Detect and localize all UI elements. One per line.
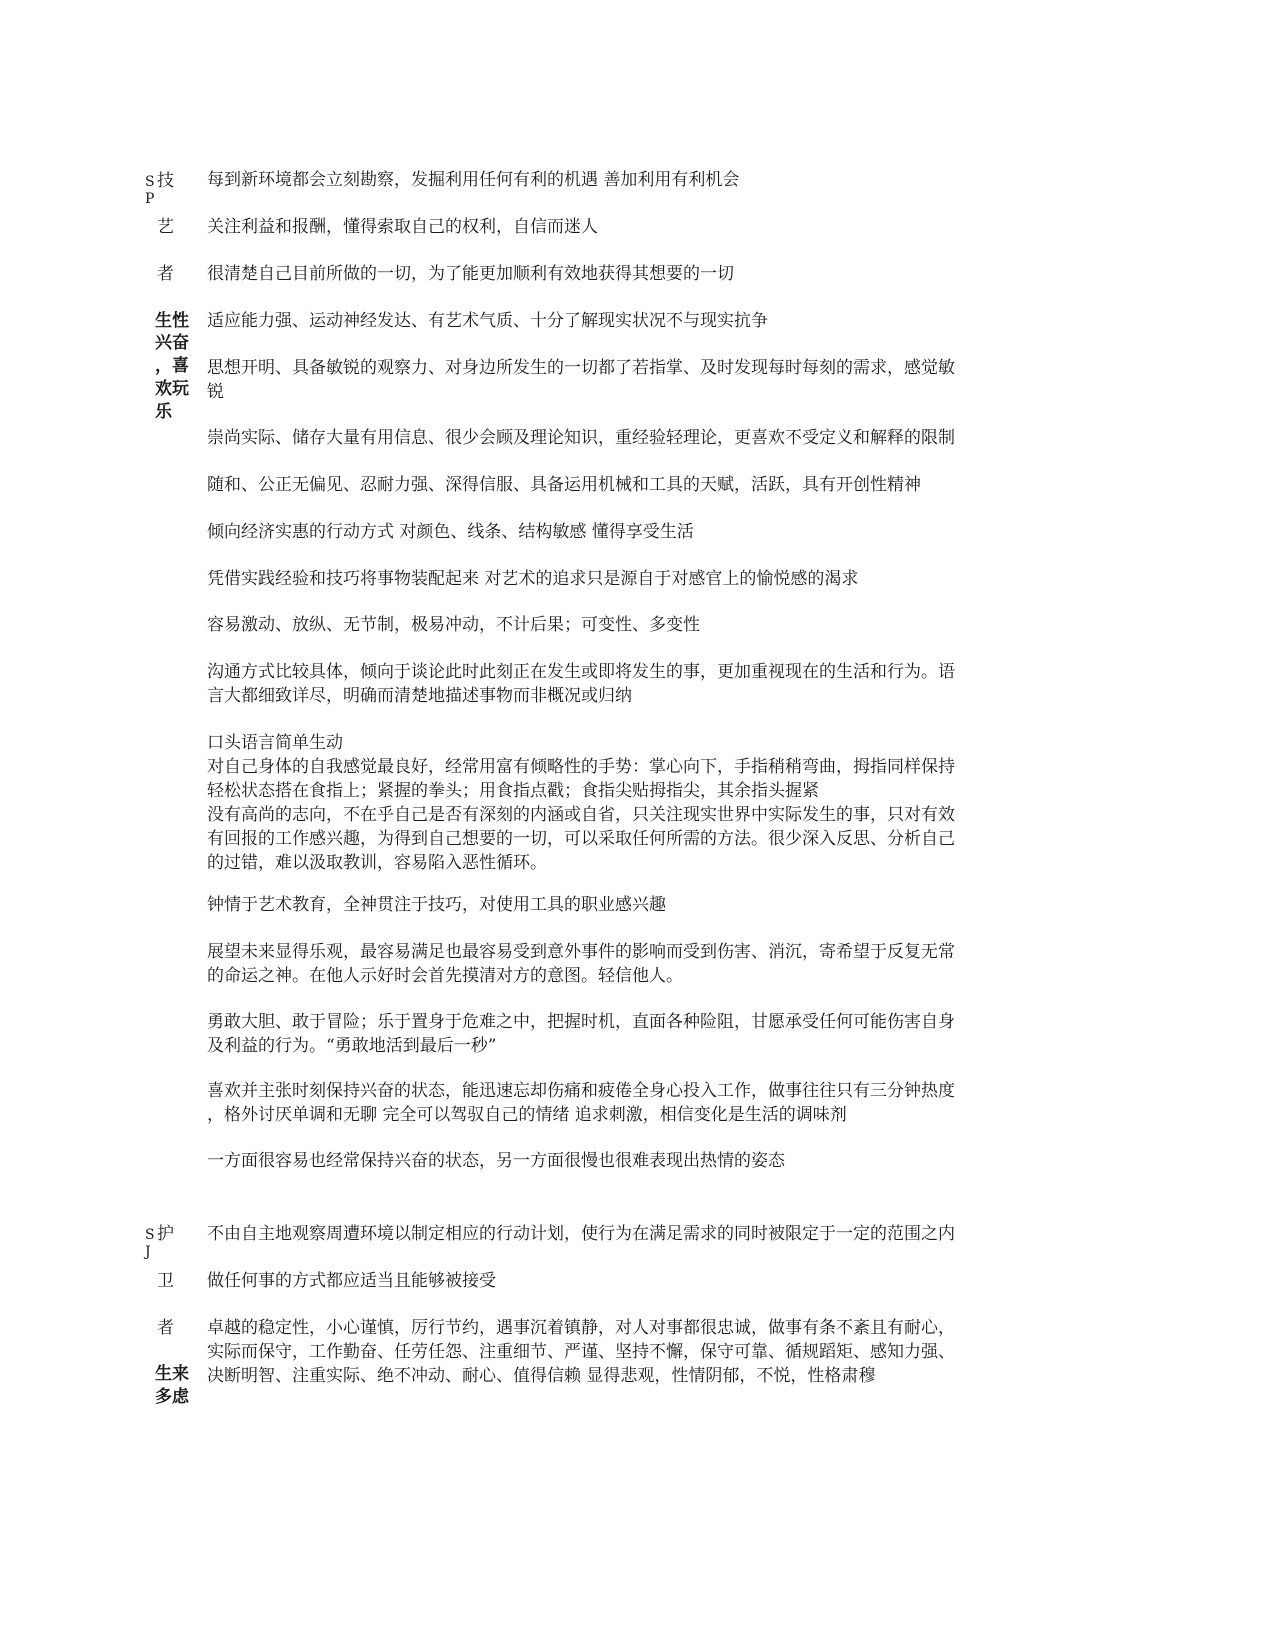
text-line: 轻松状态搭在食指上；紧握的拳头；用食指点戳；食指尖贴拇指尖，其余指头握紧 [207,781,819,801]
text-line: 凭借实践经验和技巧将事物装配起来 对艺术的追求只是源自于对感官上的愉悦感的渴求 [207,569,859,589]
text-line: 喜欢并主张时刻保持兴奋的状态，能迅速忘却伤痛和疲倦全身心投入工作，做事往往只有三分钟热度 [207,1081,955,1101]
text-line: 随和、公正无偏见、忍耐力强、深得信服、具备运用机械和工具的天赋，活跃，具有开创性精神 [207,475,921,495]
paragraph [207,168,739,192]
paragraph [207,356,955,404]
trait-line-3: ，喜 [155,356,189,376]
text-line: 言大都细致详尽，明确而清楚地描述事物而非概况或归纳 [207,686,632,706]
text-line: 展望未来显得乐观，最容易满足也最容易受到意外事件的影响而受到伤害、消沉，寄希望于反复无常 [207,942,955,962]
text-line: 的命运之神。在他人示好时会首先摸清对方的意图。轻信他人。 [207,966,683,986]
paragraph [207,1149,785,1173]
text-line: 对自己身体的自我感觉最良好，经常用富有倾略性的手势：掌心向下，手指稍稍弯曲，拇指同样保持 [207,757,955,777]
text-line: 做任何事的方式都应适当且能够被接受 [207,1271,496,1291]
text-line: 锐 [207,382,224,402]
paragraph [207,309,768,333]
trait-line-5: 乐 [155,402,172,422]
text-line: 勇敢大胆、敢于冒险；乐于置身于危难之中，把握时机，直面各种险阻，甘愿承受任何可能伤害自身 [207,1012,955,1032]
paragraph [207,1269,496,1293]
text-line: 实际而保守，工作勤奋、任劳任怨、注重细节、严谨、坚持不懈，保守可靠、循规蹈矩、感知力强、 [207,1342,955,1362]
type-code-letter-2: J [145,1244,151,1260]
type-name-char-3: 者 [157,264,174,284]
paragraph [207,520,694,544]
text-line: 关注利益和报酬，懂得索取自己的权利，自信而迷人 [207,217,598,237]
paragraph [207,731,955,875]
text-line: 容易激动、放纵、无节制，极易冲动，不计后果；可变性、多变性 [207,615,700,635]
text-line: 不由自主地观察周遭环境以制定相应的行动计划，使行为在满足需求的同时被限定于一定的范围之内 [207,1224,955,1244]
text-line: 决断明智、注重实际、绝不冲动、耐心、值得信赖 显得悲观，性情阴郁，不悦，性格肃穆 [207,1366,876,1386]
paragraph [207,1010,955,1058]
text-line: 钟情于艺术教育，全神贯注于技巧，对使用工具的职业感兴趣 [207,895,666,915]
paragraph [207,567,858,591]
paragraph [207,940,955,988]
trait-line-1: 生来 [155,1364,189,1384]
trait-line-1: 生性 [155,311,189,331]
paragraph [207,1316,955,1388]
type-name-char-2: 艺 [157,217,174,237]
type-name-char-2: 卫 [157,1271,174,1291]
paragraph [207,426,955,450]
text-line: 沟通方式比较具体，倾向于谈论此时此刻正在发生或即将发生的事，更加重视现在的生活和行为。语 [207,662,955,682]
type-name-char-1: 护 [157,1224,174,1244]
type-code-letter-2: P [145,191,155,207]
paragraph [207,893,666,917]
paragraph [207,215,598,239]
text-line: 倾向经济实惠的行动方式 对颜色、线条、结构敏感 懂得享受生活 [207,522,694,542]
trait-line-2: 兴奋 [155,333,189,353]
text-line: 没有高尚的志向，不在乎自己是否有深刻的内涵或自省，只关注现实世界中实际发生的事，只对有效 [207,805,955,825]
type-name-char-1: 技 [157,171,174,191]
text-line: 很清楚自己目前所做的一切，为了能更加顺利有效地获得其想要的一切 [207,264,734,284]
text-line: 的过错，难以汲取教训，容易陷入恶性循环。 [207,853,547,873]
paragraph [207,660,955,708]
text-line: 有回报的工作感兴趣，为得到自己想要的一切，可以采取任何所需的方法。很少深入反思、分析自己 [207,829,955,849]
text-line: 及利益的行为。“勇敢地活到最后一秒” [207,1036,497,1056]
trait-line-2: 多虑 [155,1387,189,1407]
text-line: 口头语言简单生动 [207,733,343,753]
paragraph [207,1222,955,1246]
type-code-letter-1: S [145,174,155,190]
type-name-char-3: 者 [157,1318,174,1338]
paragraph [207,473,921,497]
text-line: 思想开明、具备敏锐的观察力、对身边所发生的一切都了若指掌、及时发现每时每刻的需求，感觉敏 [207,358,955,378]
trait-line-4: 欢玩 [155,379,189,399]
paragraph [207,262,734,286]
text-line: 崇尚实际、储存大量有用信息、很少会顾及理论知识，重经验轻理论，更喜欢不受定义和解释的限制 [207,428,955,448]
type-code-letter-1: S [145,1227,155,1243]
text-line: 一方面很容易也经常保持兴奋的状态，另一方面很慢也很难表现出热情的姿态 [207,1151,785,1171]
text-line: 每到新环境都会立刻勘察，发掘利用任何有利的机遇 善加利用有利机会 [207,170,740,190]
text-line: 适应能力强、运动神经发达、有艺术气质、十分了解现实状况不与现实抗争 [207,311,768,331]
text-line: 卓越的稳定性，小心谨慎，厉行节约，遇事沉着镇静，对人对事都很忠诚，做事有条不紊且有耐心， [207,1318,955,1338]
text-line: ，格外讨厌单调和无聊 完全可以驾驭自己的情绪 追求刺激，相信变化是生活的调味剂 [207,1105,847,1125]
paragraph [207,613,700,637]
paragraph [207,1079,955,1127]
